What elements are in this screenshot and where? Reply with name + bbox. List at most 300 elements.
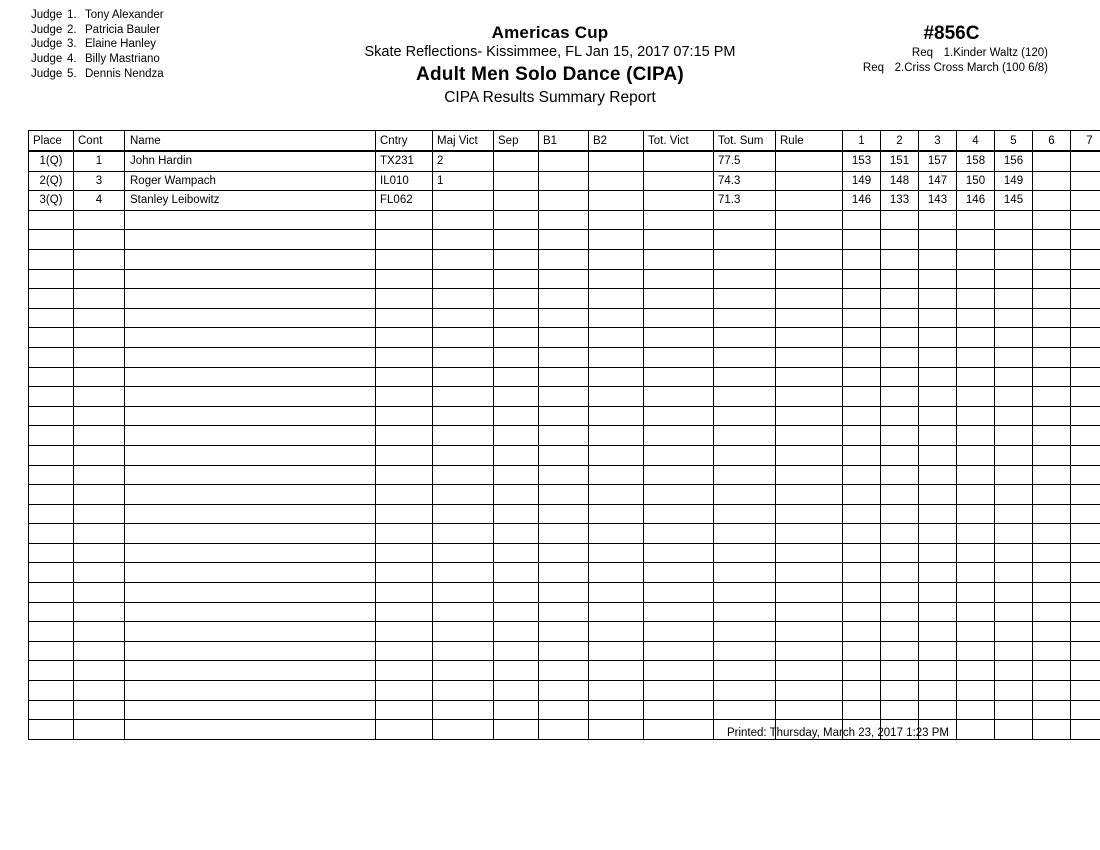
- requirement-text: Criss Cross March (100 6/8): [904, 61, 1048, 74]
- cell-rule: [776, 269, 843, 289]
- cell-cntry: [376, 367, 433, 387]
- cell-b1: [539, 191, 589, 211]
- cell-j2: [881, 563, 919, 583]
- cell-b1: [539, 289, 589, 309]
- cell-j5: [995, 681, 1033, 701]
- judge-number: 1.: [67, 9, 77, 21]
- cell-tots: [714, 583, 776, 603]
- cell-j5: 145: [995, 191, 1033, 211]
- cell-rule: [776, 661, 843, 681]
- cell-rule: [776, 445, 843, 465]
- cell-cntry: [376, 543, 433, 563]
- cell-j6: [1033, 504, 1071, 524]
- cell-b2: [589, 583, 644, 603]
- cell-j3: 143: [919, 191, 957, 211]
- table-row-empty: [29, 387, 1100, 407]
- judge-name: Patricia Bauler: [85, 23, 160, 36]
- cell-j5: 156: [995, 151, 1033, 171]
- cell-rule: [776, 583, 843, 603]
- cell-cntry: [376, 465, 433, 485]
- cell-b2: [589, 543, 644, 563]
- cell-name: [125, 602, 376, 622]
- cell-cont: [74, 387, 125, 407]
- cell-name: [125, 485, 376, 505]
- cell-j4: [957, 563, 995, 583]
- cell-b1: [539, 622, 589, 642]
- cell-j7: [1071, 230, 1100, 250]
- cell-j5: [995, 406, 1033, 426]
- cell-j7: [1071, 191, 1100, 211]
- cell-sep: [494, 602, 539, 622]
- cell-name: [125, 426, 376, 446]
- cell-j2: [881, 210, 919, 230]
- cell-j6: [1033, 700, 1071, 720]
- column-header-j3: 3: [919, 131, 957, 152]
- event-name: Americas Cup: [491, 23, 609, 42]
- cell-name: [125, 249, 376, 269]
- cell-j7: [1071, 367, 1100, 387]
- cell-j7: [1071, 171, 1100, 191]
- cell-j4: [957, 230, 995, 250]
- cell-j6: [1033, 191, 1071, 211]
- cell-majv: [433, 426, 494, 446]
- cell-j7: [1071, 524, 1100, 544]
- judge-number: 5.: [67, 67, 77, 80]
- table-row: [29, 151, 1100, 171]
- cell-j1: [843, 641, 881, 661]
- cell-j5: [995, 230, 1033, 250]
- cell-cont: [74, 230, 125, 250]
- column-header-tots: Tot. Sum: [714, 131, 776, 152]
- cell-j7: [1071, 249, 1100, 269]
- cell-b1: [539, 524, 589, 544]
- cell-sep: [494, 622, 539, 642]
- cell-rule: [776, 426, 843, 446]
- table-row-empty: [29, 681, 1100, 701]
- cell-b2: [589, 681, 644, 701]
- cell-totv: [644, 347, 714, 367]
- cell-b1: [539, 543, 589, 563]
- cell-majv: [433, 269, 494, 289]
- cell-place: [29, 230, 74, 250]
- cell-b2: [589, 367, 644, 387]
- cell-majv: [433, 347, 494, 367]
- cell-majv: 2: [433, 151, 494, 171]
- table-row-empty: [29, 249, 1100, 269]
- table-row-empty: [29, 445, 1100, 465]
- cell-cont: [74, 308, 125, 328]
- cell-sep: [494, 230, 539, 250]
- cell-cntry: [376, 661, 433, 681]
- cell-totv: [644, 563, 714, 583]
- cell-name: Roger Wampach: [125, 171, 376, 191]
- cell-j1: 153: [843, 151, 881, 171]
- cell-b2: [589, 426, 644, 446]
- cell-sep: [494, 445, 539, 465]
- cell-j7: [1071, 602, 1100, 622]
- table-row-empty: [29, 641, 1100, 661]
- cell-name: [125, 347, 376, 367]
- cell-sep: [494, 151, 539, 171]
- cell-name: [125, 328, 376, 348]
- cell-rule: [776, 191, 843, 211]
- judge-name: Dennis Nendza: [85, 67, 164, 80]
- column-header-cntry: Cntry: [376, 131, 433, 152]
- column-header-j7: 7: [1071, 131, 1100, 152]
- table-row-empty: [29, 308, 1100, 328]
- judge-number: 4.: [67, 53, 77, 66]
- cell-cont: [74, 661, 125, 681]
- cell-j3: [919, 210, 957, 230]
- cell-b2: [589, 563, 644, 583]
- cell-j3: [919, 347, 957, 367]
- cell-j7: [1071, 347, 1100, 367]
- cell-b2: [589, 151, 644, 171]
- cell-j2: [881, 387, 919, 407]
- cell-j3: [919, 367, 957, 387]
- cell-tots: [714, 445, 776, 465]
- cell-j3: [919, 406, 957, 426]
- cell-j1: [843, 543, 881, 563]
- cell-j6: [1033, 308, 1071, 328]
- cell-j6: [1033, 249, 1071, 269]
- cell-j6: [1033, 661, 1071, 681]
- cell-j2: [881, 583, 919, 603]
- cell-majv: [433, 249, 494, 269]
- cell-j5: [995, 249, 1033, 269]
- cell-place: [29, 524, 74, 544]
- cell-majv: [433, 367, 494, 387]
- cell-sep: [494, 465, 539, 485]
- cell-place: [29, 641, 74, 661]
- cell-j3: [919, 328, 957, 348]
- cell-j6: [1033, 328, 1071, 348]
- cell-tots: [714, 504, 776, 524]
- judge-name: Billy Mastriano: [85, 53, 160, 66]
- cell-j5: [995, 308, 1033, 328]
- cell-name: [125, 681, 376, 701]
- cell-majv: [433, 328, 494, 348]
- cell-j2: 133: [881, 191, 919, 211]
- cell-place: [29, 328, 74, 348]
- cell-j3: [919, 681, 957, 701]
- cell-cntry: [376, 524, 433, 544]
- cell-j6: [1033, 602, 1071, 622]
- cell-sep: [494, 210, 539, 230]
- cell-j2: [881, 681, 919, 701]
- cell-j3: [919, 524, 957, 544]
- event-number-block: [863, 22, 1048, 75]
- cell-rule: [776, 328, 843, 348]
- cell-cntry: [376, 387, 433, 407]
- cell-place: [29, 289, 74, 309]
- cell-j5: [995, 347, 1033, 367]
- cell-j2: [881, 543, 919, 563]
- cell-majv: [433, 583, 494, 603]
- cell-cntry: [376, 406, 433, 426]
- cell-j7: [1071, 151, 1100, 171]
- cell-rule: [776, 406, 843, 426]
- cell-totv: [644, 151, 714, 171]
- cell-j6: [1033, 210, 1071, 230]
- cell-tots: [714, 681, 776, 701]
- cell-place: 1(Q): [29, 151, 74, 171]
- cell-j3: [919, 387, 957, 407]
- requirement-number: 2.: [894, 61, 905, 74]
- cell-cont: [74, 563, 125, 583]
- cell-j4: [957, 602, 995, 622]
- cell-name: [125, 583, 376, 603]
- cell-name: John Hardin: [125, 151, 376, 171]
- cell-place: [29, 583, 74, 603]
- cell-b1: [539, 485, 589, 505]
- cell-majv: [433, 661, 494, 681]
- cell-b2: [589, 465, 644, 485]
- judge-entry: [31, 8, 164, 23]
- cell-place: [29, 249, 74, 269]
- cell-sep: [494, 171, 539, 191]
- cell-name: [125, 387, 376, 407]
- cell-j4: 146: [957, 191, 995, 211]
- cell-name: [125, 210, 376, 230]
- cell-j2: [881, 465, 919, 485]
- cell-j7: [1071, 583, 1100, 603]
- cell-rule: [776, 289, 843, 309]
- cell-j1: [843, 563, 881, 583]
- cell-cntry: [376, 622, 433, 642]
- column-header-j1: 1: [843, 131, 881, 152]
- cell-tots: [714, 661, 776, 681]
- cell-j1: [843, 406, 881, 426]
- cell-j1: [843, 269, 881, 289]
- cell-j7: [1071, 406, 1100, 426]
- column-header-j6: 6: [1033, 131, 1071, 152]
- cell-j4: [957, 367, 995, 387]
- cell-j2: [881, 445, 919, 465]
- cell-b1: [539, 367, 589, 387]
- cell-place: [29, 445, 74, 465]
- cell-j1: [843, 524, 881, 544]
- judge-label: Judge: [31, 9, 63, 21]
- cell-j3: [919, 622, 957, 642]
- cell-place: [29, 602, 74, 622]
- cell-b1: [539, 504, 589, 524]
- cell-j6: [1033, 583, 1071, 603]
- cell-j6: [1033, 230, 1071, 250]
- cell-j6: [1033, 289, 1071, 309]
- cell-totv: [644, 249, 714, 269]
- cell-j3: [919, 602, 957, 622]
- cell-majv: [433, 191, 494, 211]
- cell-majv: [433, 543, 494, 563]
- cell-j4: [957, 622, 995, 642]
- cell-tots: [714, 700, 776, 720]
- cell-totv: [644, 485, 714, 505]
- cell-b1: [539, 641, 589, 661]
- cell-cont: [74, 445, 125, 465]
- cell-majv: 1: [433, 171, 494, 191]
- cell-sep: [494, 406, 539, 426]
- cell-cont: [74, 622, 125, 642]
- cell-j6: [1033, 524, 1071, 544]
- cell-cont: [74, 269, 125, 289]
- cell-j3: [919, 641, 957, 661]
- cell-tots: [714, 543, 776, 563]
- cell-cntry: [376, 289, 433, 309]
- cell-j1: [843, 328, 881, 348]
- cell-j5: [995, 622, 1033, 642]
- cell-place: [29, 308, 74, 328]
- judge-number: 3.: [67, 38, 77, 51]
- cell-cntry: [376, 426, 433, 446]
- cell-name: [125, 563, 376, 583]
- cell-j6: [1033, 151, 1071, 171]
- cell-j5: [995, 367, 1033, 387]
- cell-j3: [919, 308, 957, 328]
- cell-b2: [589, 641, 644, 661]
- column-header-place: Place: [29, 131, 74, 152]
- cell-tots: [714, 524, 776, 544]
- cell-majv: [433, 524, 494, 544]
- table-row-empty: [29, 289, 1100, 309]
- judge-label: Judge: [31, 38, 63, 51]
- cell-j4: [957, 641, 995, 661]
- cell-j2: 148: [881, 171, 919, 191]
- cell-tots: [714, 308, 776, 328]
- cell-b2: [589, 328, 644, 348]
- cell-place: [29, 661, 74, 681]
- cell-j6: [1033, 641, 1071, 661]
- cell-j1: [843, 681, 881, 701]
- cell-j4: [957, 308, 995, 328]
- cell-j2: [881, 485, 919, 505]
- cell-b1: [539, 661, 589, 681]
- cell-name: [125, 308, 376, 328]
- cell-name: [125, 661, 376, 681]
- cell-cont: [74, 210, 125, 230]
- cell-tots: [714, 328, 776, 348]
- cell-majv: [433, 602, 494, 622]
- column-header-cont: Cont: [74, 131, 125, 152]
- cell-cont: [74, 249, 125, 269]
- cell-j7: [1071, 210, 1100, 230]
- table-row: [29, 171, 1100, 191]
- cell-j7: [1071, 426, 1100, 446]
- cell-totv: [644, 328, 714, 348]
- cell-j1: [843, 210, 881, 230]
- cell-j6: [1033, 426, 1071, 446]
- cell-tots: 74.3: [714, 171, 776, 191]
- judge-name: Tony Alexander: [85, 9, 164, 21]
- cell-j2: [881, 641, 919, 661]
- cell-b1: [539, 210, 589, 230]
- cell-majv: [433, 289, 494, 309]
- column-header-b1: B1: [539, 131, 589, 152]
- requirement-number: 1.: [943, 47, 954, 59]
- cell-tots: [714, 289, 776, 309]
- cell-j4: [957, 445, 995, 465]
- column-header-j4: 4: [957, 131, 995, 152]
- cell-rule: [776, 622, 843, 642]
- cell-tots: [714, 367, 776, 387]
- cell-cont: [74, 289, 125, 309]
- cell-b1: [539, 387, 589, 407]
- cell-majv: [433, 563, 494, 583]
- cell-j7: [1071, 681, 1100, 701]
- cell-j5: [995, 661, 1033, 681]
- cell-place: [29, 269, 74, 289]
- cell-j6: [1033, 445, 1071, 465]
- judge-name: Elaine Hanley: [85, 38, 156, 51]
- cell-majv: [433, 485, 494, 505]
- cell-j1: [843, 249, 881, 269]
- table-row-empty: [29, 465, 1100, 485]
- cell-totv: [644, 210, 714, 230]
- cell-place: [29, 700, 74, 720]
- cell-rule: [776, 367, 843, 387]
- table-body: [29, 151, 1100, 739]
- cell-j1: [843, 504, 881, 524]
- cell-totv: [644, 269, 714, 289]
- cell-name: [125, 269, 376, 289]
- cell-rule: [776, 602, 843, 622]
- cell-j3: [919, 543, 957, 563]
- cell-b1: [539, 151, 589, 171]
- cell-b2: [589, 191, 644, 211]
- cell-place: [29, 210, 74, 230]
- cell-sep: [494, 347, 539, 367]
- cell-j3: [919, 269, 957, 289]
- cell-sep: [494, 367, 539, 387]
- cell-cntry: [376, 700, 433, 720]
- cell-majv: [433, 230, 494, 250]
- cell-totv: [644, 622, 714, 642]
- table-row-empty: [29, 661, 1100, 681]
- cell-name: [125, 230, 376, 250]
- table-row-empty: [29, 602, 1100, 622]
- cell-j4: [957, 485, 995, 505]
- cell-j5: [995, 543, 1033, 563]
- cell-name: [125, 622, 376, 642]
- cell-cntry: [376, 504, 433, 524]
- cell-name: [125, 406, 376, 426]
- cell-j5: [995, 289, 1033, 309]
- cell-j5: [995, 445, 1033, 465]
- cell-sep: [494, 661, 539, 681]
- cell-j7: [1071, 485, 1100, 505]
- cell-totv: [644, 465, 714, 485]
- cell-rule: [776, 543, 843, 563]
- cell-j1: 149: [843, 171, 881, 191]
- cell-cntry: [376, 328, 433, 348]
- cell-j7: [1071, 641, 1100, 661]
- cell-j6: [1033, 563, 1071, 583]
- cell-sep: [494, 485, 539, 505]
- cell-j2: [881, 406, 919, 426]
- cell-j2: [881, 269, 919, 289]
- cell-majv: [433, 387, 494, 407]
- cell-j4: [957, 426, 995, 446]
- cell-j1: [843, 602, 881, 622]
- cell-b1: [539, 681, 589, 701]
- cell-j6: [1033, 622, 1071, 642]
- cell-totv: [644, 661, 714, 681]
- cell-j6: [1033, 347, 1071, 367]
- cell-rule: [776, 504, 843, 524]
- judge-number: 2.: [67, 23, 77, 36]
- cell-rule: [776, 387, 843, 407]
- cell-majv: [433, 700, 494, 720]
